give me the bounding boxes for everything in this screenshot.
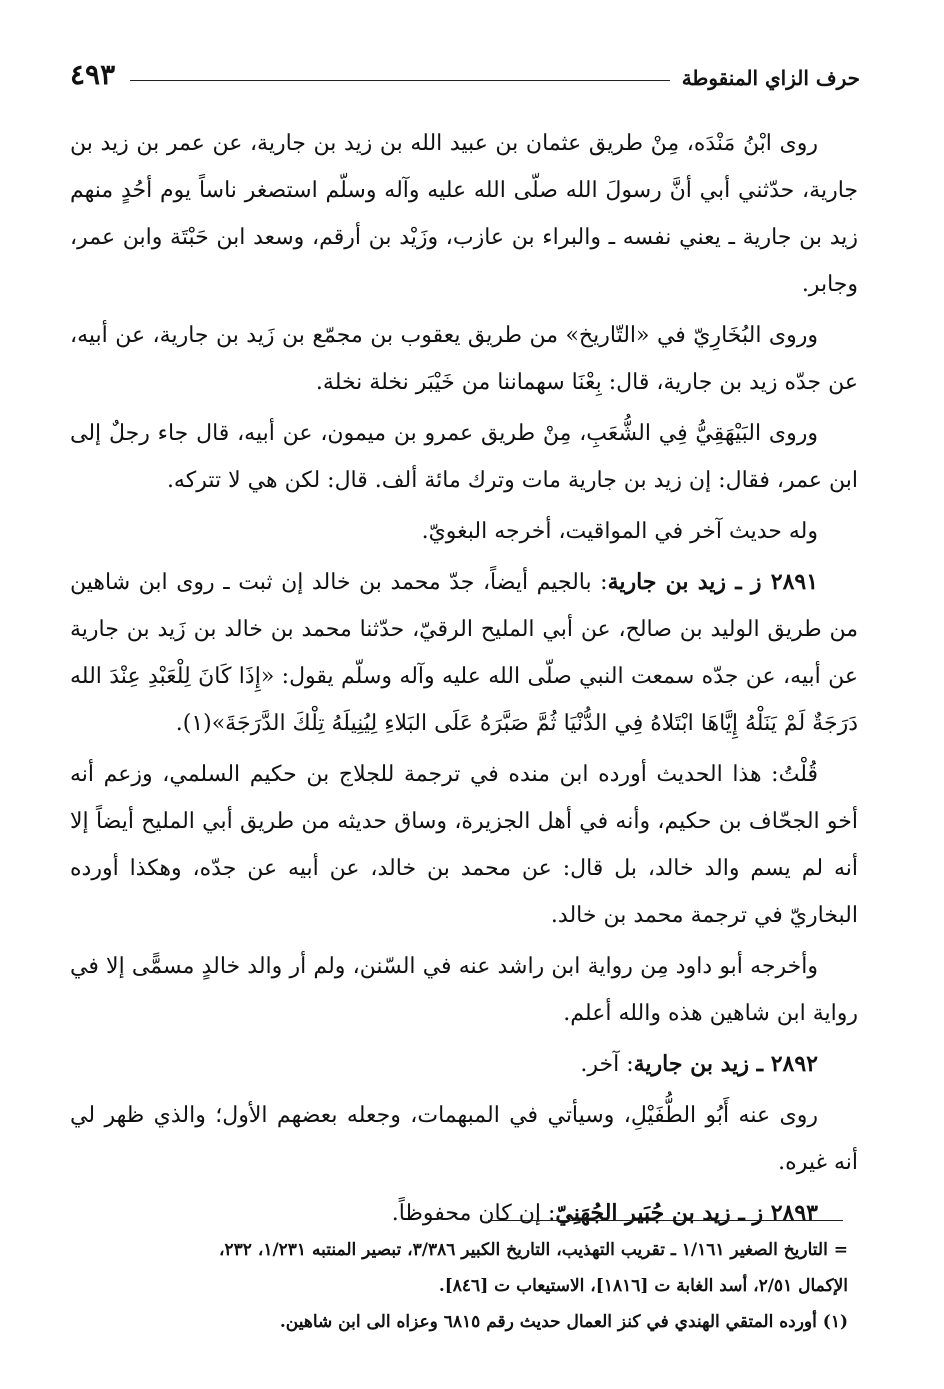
header-rule	[130, 80, 670, 81]
main-text	[70, 120, 858, 1241]
paragraph: روى عنه أَبُو الطُّفَيْلِ، وسيأتي في المبهمات، وجعله بعضهم الأول؛ والذي ظهر لي أنه غيره.	[70, 1103, 858, 1175]
footnote-rule	[488, 1220, 843, 1221]
paragraph: روى ابْنُ مَنْدَه، مِنْ طريق عثمان بن عبيد الله بن زيد بن جارية، عن عمر بن زيد بن جارية، حدّثني أبي أنَّ رسولَ الله صلّى الله عليه وآله وسلّم استصغر ناساً يوم أحُدٍ منهم زيد بن جارية ـ يعني نفسه ـ والبراء بن عازب، وزَيْد بن أرقم، وسعد ابن حَبْتَة وابن عمر، وجابر.	[70, 131, 858, 297]
entry-2892	[70, 1041, 858, 1088]
footnote-line: (١) أورده المتقي الهندي في كنز العمال حديث رقم ٦٨١٥ وعزاه الى ابن شاهين.	[279, 1312, 848, 1332]
page-header	[70, 58, 860, 102]
footnote-line: = التاريخ الصغير ١/١٦١ ـ تقريب التهذيب، التاريخ الكبير ٣/٣٨٦، تبصير المنتبه ١/٢٣١، ٢٣٢،	[219, 1240, 848, 1260]
paragraph: وأخرجه أبو داود مِن رواية ابن راشد عنه في السّنن، ولم أر والد خالدٍ مسمًّى إلا في رواية ابن شاهين هذه والله أعلم.	[70, 954, 858, 1026]
footnotes	[70, 1232, 848, 1340]
footnote-line: الإكمال ٢/٥١، أسد الغابة ت [١٨١٦]، الاستيعاب ت [٨٤٦].	[438, 1276, 848, 1296]
entry-2891	[70, 559, 858, 747]
entry-2893	[70, 1190, 858, 1237]
paragraph: وروى البُخَارِيّ في «التّاريخ» من طريق يعقوب بن مجمّع بن زَيد بن جارية، عن أبيه، عن جدّه زيد بن جارية، قال: بِعْنَا سهماننا من خَيْبَر نخلة نخلة.	[70, 323, 858, 395]
entry-heading: ٢٨٩٢ ـ زيد بن جارية	[633, 1051, 818, 1077]
paragraph: وروى البَيْهَقِيُّ فِي الشُّعَبِ، مِنْ طريق عمرو بن ميمون، عن أبيه، قال جاء رجلٌ إلى ابن عمر، فقال: إن زيد بن جارية مات وترك مائة ألف. قال: لكن هي لا تتركه.	[70, 421, 858, 493]
entry-heading: ٢٨٩١ ز ـ زيد بن جارية	[607, 569, 819, 595]
paragraph: وله حديث آخر في المواقيت، أخرجه البغويّ.	[421, 519, 818, 544]
entry-heading: ٢٨٩٣ ز ـ زيد بن جُبَير الجُهَنِيّ	[555, 1200, 818, 1226]
paragraph: قُلْتُ: هذا الحديث أورده ابن منده في ترجمة للجلاج بن حكيم السلمي، وزعم أنه أخو الجحّاف بن حكيم، وأنه في أهل الجزيرة، وساق حديثه من طريق أبي المليح أيضاً إلا أنه لم يسم والد خالد، بل قال: عن محمد بن خالد، عن أبيه عن جدّه، وهكذا أورده البخاريّ في ترجمة محمد بن خالد.	[70, 762, 858, 928]
page-number: ٤٩٣	[70, 58, 116, 91]
entry-text: : إن كان محفوظاً.	[391, 1201, 556, 1226]
entry-text: : بالجيم أيضاً، جدّ محمد بن خالد إن ثبت ـ روى ابن شاهين من طريق الوليد بن صالح، عن أبي المليح الرقيّ، حدّثنا محمد بن خالد بن زَيد بن جارية عن أبيه، عن جدّه سمعت النبي صلّى الله عليه وآله وسلّم يقول: «إِذَا كَانَ لِلْعَبْدِ عِنْدَ الله دَرَجَةٌ لَمْ يَنَلْهُ إِيَّاهَا ابْتَلاهُ فِي الدُّنْيَا ثُمَّ صَبَّرَهُ عَلَى البَلاءِ لِيُنِيلَهُ تِلْكَ الدَّرَجَةَ»(١).	[70, 570, 858, 736]
running-title: حرف الزاي المنقوطة	[681, 66, 860, 90]
entry-text: : آخر.	[580, 1052, 634, 1077]
